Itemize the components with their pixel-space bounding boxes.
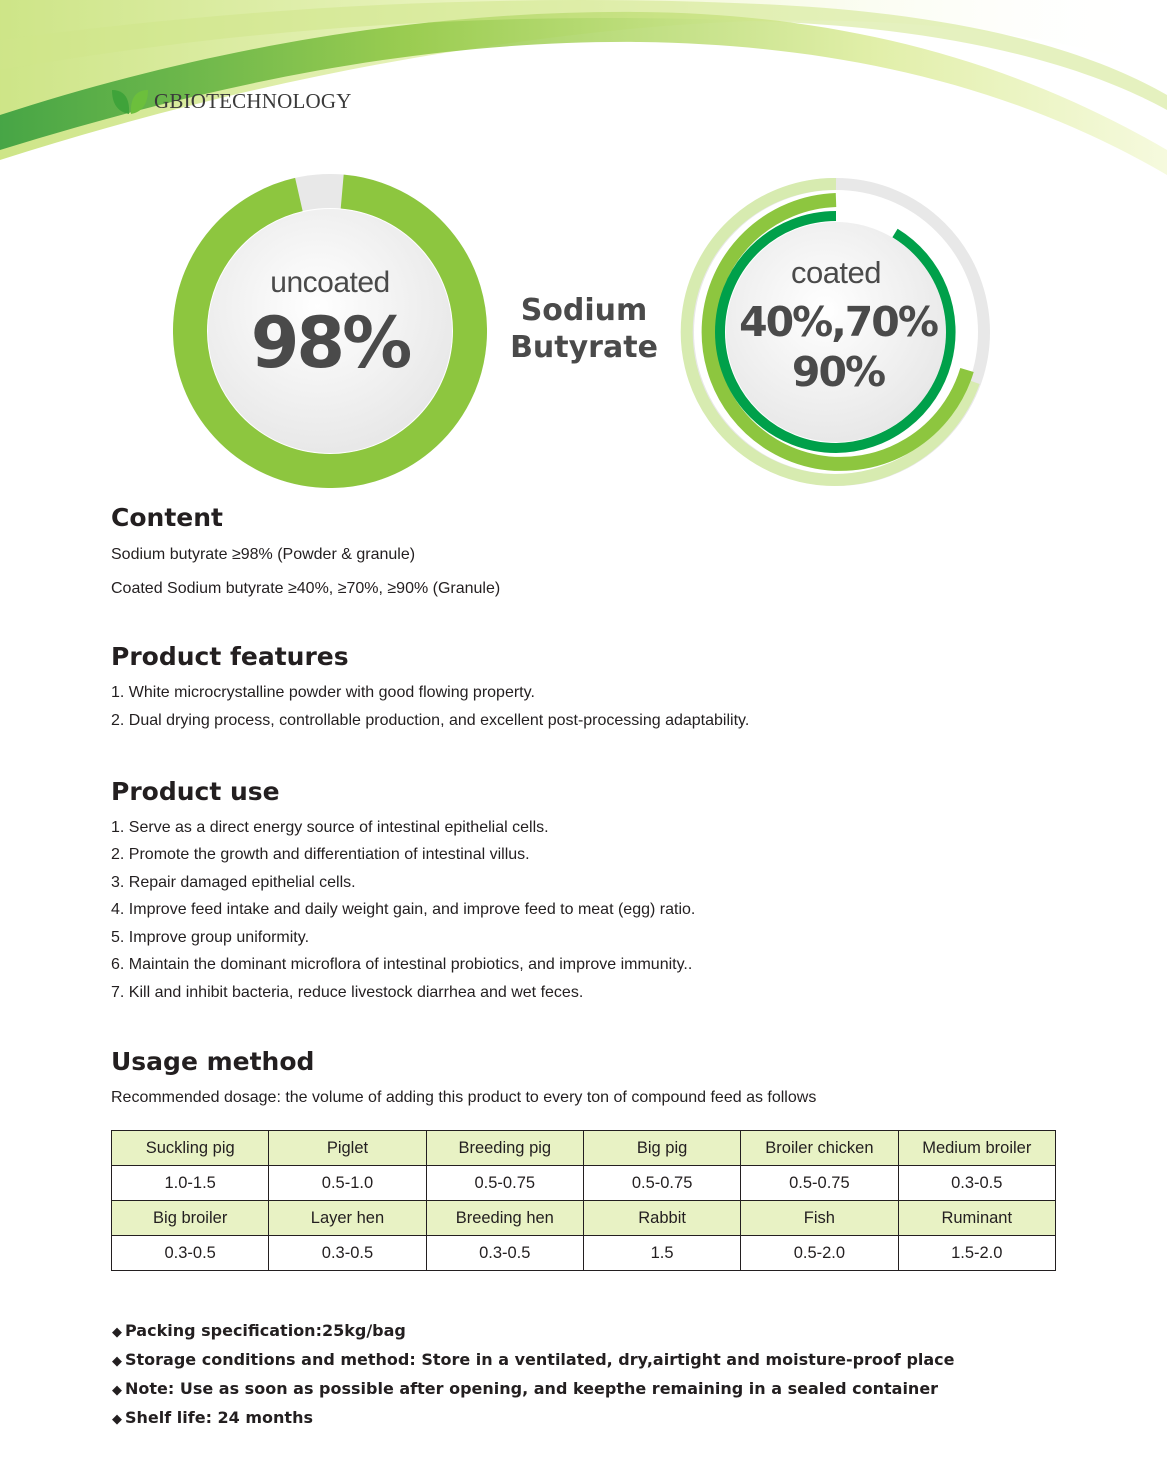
- table-row: [112, 1166, 1056, 1201]
- uncoated-label: uncoated: [270, 266, 390, 299]
- table-row: [112, 1131, 1056, 1166]
- content-line: Coated Sodium butyrate ≥40%, ≥70%, ≥90% (Granule): [111, 580, 501, 597]
- table-cell: 0.5-1.0: [269, 1166, 426, 1201]
- table-cell: 0.3-0.5: [898, 1166, 1055, 1201]
- note-packing: [112, 1321, 406, 1340]
- usage-intro: Recommended dosage: the volume of adding this product to every ton of compound feed as follows: [111, 1089, 817, 1106]
- table-cell: Fish: [741, 1201, 898, 1236]
- diamond-bullet-icon: ◆: [112, 1412, 122, 1427]
- table-cell: Breeding pig: [426, 1131, 583, 1166]
- content-heading: Content: [111, 503, 223, 532]
- use-item: 2. Promote the growth and differentiation of intestinal villus.: [111, 846, 530, 863]
- uncoated-value: 98%: [250, 302, 410, 384]
- coated-label: coated: [790, 255, 882, 290]
- table-cell: 0.5-0.75: [741, 1166, 898, 1201]
- note-text: Storage conditions and method: Store in a ventilated, dry,airtight and moisture-proof place: [125, 1350, 955, 1369]
- note-opening: [112, 1379, 938, 1398]
- note-storage: [112, 1350, 955, 1369]
- table-cell: Big broiler: [112, 1201, 269, 1236]
- use-item: 1. Serve as a direct energy source of intestinal epithelial cells.: [111, 819, 549, 836]
- coated-value-line-1: 40%,70%: [739, 298, 937, 346]
- use-item: 4. Improve feed intake and daily weight gain, and improve feed to meat (egg) ratio.: [111, 901, 696, 918]
- table-row: [112, 1236, 1056, 1271]
- feature-item: 1. White microcrystalline powder with good flowing property.: [111, 684, 535, 701]
- title-line-1: Sodium: [520, 293, 648, 328]
- brand-name: GBIOTECHNOLOGY: [154, 88, 352, 113]
- diamond-bullet-icon: ◆: [112, 1383, 122, 1398]
- note-text: Note: Use as soon as possible after opening, and keepthe remaining in a sealed container: [125, 1379, 939, 1398]
- table-cell: Layer hen: [269, 1201, 426, 1236]
- table-cell: Rabbit: [583, 1201, 740, 1236]
- table-cell: 1.5: [583, 1236, 740, 1271]
- table-cell: 1.5-2.0: [898, 1236, 1055, 1271]
- table-cell: Broiler chicken: [741, 1131, 898, 1166]
- coated-value-line-2: 90%: [791, 348, 885, 396]
- note-text: Packing specification:25kg/bag: [125, 1321, 406, 1340]
- features-heading: Product features: [111, 642, 349, 671]
- diamond-bullet-icon: ◆: [112, 1325, 122, 1340]
- table-cell: Piglet: [269, 1131, 426, 1166]
- diamond-bullet-icon: ◆: [112, 1354, 122, 1369]
- title-line-2: Butyrate: [510, 330, 658, 365]
- table-cell: 0.3-0.5: [426, 1236, 583, 1271]
- usage-heading: Usage method: [111, 1047, 315, 1076]
- table-cell: 0.5-0.75: [426, 1166, 583, 1201]
- use-heading: Product use: [111, 777, 280, 806]
- product-name-title: [500, 292, 668, 366]
- feature-item: 2. Dual drying process, controllable production, and excellent post-processing adaptability.: [111, 712, 750, 729]
- table-cell: Ruminant: [898, 1201, 1055, 1236]
- use-item: 7. Kill and inhibit bacteria, reduce livestock diarrhea and wet feces.: [111, 984, 584, 1001]
- use-item: 3. Repair damaged epithelial cells.: [111, 874, 356, 891]
- table-row: [112, 1201, 1056, 1236]
- use-item: 5. Improve group uniformity.: [111, 929, 310, 946]
- table-cell: Breeding hen: [426, 1201, 583, 1236]
- leaf-icon: [110, 86, 150, 116]
- note-shelf-life: [112, 1408, 313, 1427]
- table-cell: 1.0-1.5: [112, 1166, 269, 1201]
- table-cell: 0.3-0.5: [112, 1236, 269, 1271]
- note-text: Shelf life: 24 months: [125, 1408, 313, 1427]
- dosage-table: [111, 1130, 1056, 1271]
- use-item: 6. Maintain the dominant microflora of intestinal probiotics, and improve immunity..: [111, 956, 693, 973]
- table-cell: 0.5-0.75: [583, 1166, 740, 1201]
- brand-logo: [110, 86, 352, 116]
- table-cell: Big pig: [583, 1131, 740, 1166]
- table-cell: 0.3-0.5: [269, 1236, 426, 1271]
- content-line: Sodium butyrate ≥98% (Powder & granule): [111, 546, 416, 563]
- table-cell: Suckling pig: [112, 1131, 269, 1166]
- table-cell: Medium broiler: [898, 1131, 1055, 1166]
- table-cell: 0.5-2.0: [741, 1236, 898, 1271]
